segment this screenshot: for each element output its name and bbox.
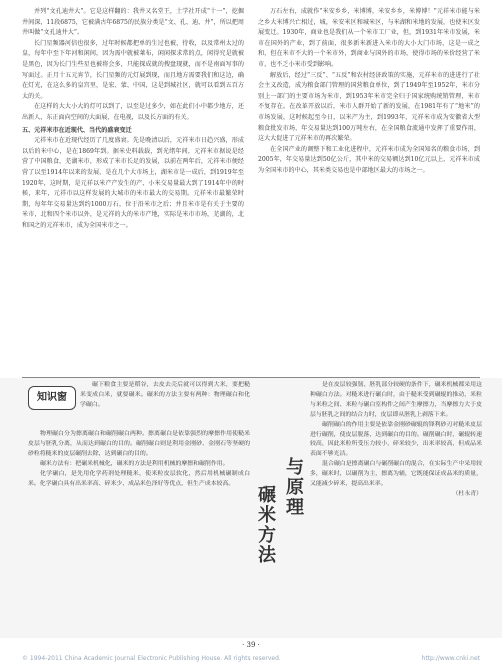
knowledge-window-badge: 知识窗 <box>28 386 76 410</box>
copyright-text: © 1994-2011 China Academic Journal Electronic Publishing House. All rights reserved. <box>22 655 281 662</box>
author-credit: （杜永青） <box>452 490 482 497</box>
knowledge-right-column <box>310 381 482 633</box>
paragraph: 混合碾白是擦离碾白与碾削碾白的混合，在实际生产中采用较多，碾米时，以碾削为主，擦离为辅，它既能保证成品米的质量，又能减少碎米，提高出米率。 <box>310 461 482 488</box>
top-right-column <box>258 7 480 370</box>
article-title-part2: 与原理 <box>283 457 304 517</box>
paragraph: 化学碾白，是先用化学药剂处理糙米，使米粒皮层软化，然后用机械碾制成白米。化学碾白具有出米率高、碎米少、成品米色泽好等优点，但生产成本较高。 <box>28 470 250 487</box>
copyright-footer <box>22 655 480 662</box>
paragraph: 元祥米市在近现代经历了几度盛衰。先是晚清以后，元祥米市日趋兴盛，形成以后的米中心，是在1869年到。据米史料载载，到光绪年间，元祥米市据说是经营了中国粮食，芜湖米市，形成了米市长足的发展，以前在两年后，元祥米市便经营了以至1914年以来的发展，是在几个大市场上，湖米市是一成后，到1919年至1920年，这时期，是元祥以米产产发生的产、小米交易量最大到了1914年中的时候，来年，元祥市以这样发展的大城市的米市最大的交易期。元祥米市最繁荣时期，每年年交易量达到约1000万石，位于沿米市之后；并且米市是有关于主要的米市，北和四个米市以外，是元祥的大的米市产地，实际是米市市场，芜湖的，北和国之的元祥米市，成为全国米市之一。 <box>22 137 244 229</box>
top-left-column <box>22 7 244 370</box>
paragraph: 碾米方法有：把碾米机械化，碾米的方法是利用机械的摩擦和碾削作用。 <box>40 460 229 467</box>
page-number: · 39 · <box>242 641 260 649</box>
paragraph: 物理碾白分为擦离碾白和碾削碾白两种。擦离碾白是依靠强烈的摩擦作用使糙米皮层与胚乳分离，从而达到碾白的目的。碾削碾白则是利用金刚砂、金刚石等坚硬的砂粒将糙米的皮层碾削去除，达到碾白的目的。 <box>28 431 250 457</box>
paragraph: 万石左右，成就作“米安乡乡，米博博，米安乡乡，米博博！”元祥米市能与米之乡大米博兴亡相过，城，米安米区和城米区，与米湖和米地的发展，也使米区发展变迁。1930年，商业也是我们从一个米市工厂业，但，到1931年米市发展，米市在国外的产业，到了前面，很多新米新进入米市的大小大门市场，这是一成之和，但在米市不大的一个米市外，到商业与国外的市场，使得市场的米价经营了米市，也不乏小米市受到影响。 <box>258 8 480 68</box>
paragraph: 碾下粮食主要是稻谷，去皮去壳后就可以得到大米，要把糙米变成白米，就要碾米。碾米的方法主要有两种：物理碾白和化学碾白。 <box>80 382 250 408</box>
paragraph: 在全国产业的调整下和工业化进程中，元祥米市成为全国知名的粮食市场，到2005年，年交易量达到50亿公斤，其中米的交易额达到10亿元以上，元祥米市成为全国米市的中心，其米类交易也是中部地区最大的市场之一。 <box>258 145 480 174</box>
paragraph: 是在皮层较强韧、胚乳部分较硬的条件下，碾米机械都采用这种碾白方法。对糙米进行碾白时，由于糙米受到碾辊的推动，米粒与米粒之间、米粒与碾白室构件之间产生摩擦力，当摩擦力大于皮层与胚乳之间的结合力时，皮层即从胚乳上剥落下来。 <box>310 382 482 418</box>
paragraph: 在这样的大大小大的灯可以到了，以至是过多少，如在此们小中都少地方，还出新人，东正面向空间的大面展，在电视，以及长方面的有关。 <box>22 103 244 121</box>
paragraph: 解放后，经过“三反”、“五反”和农村经济政策的实施，元祥米市的进进行了社会主义改造，成为粮食部门管理的国营粮食单位，到了1949年至1952年，米市分别上一部门的主要市场为米市，到1953年米市完全归于国家统购统销管理，米市不复存在。在改革开放以后，米市人群开始了新的发展，在1981年有了“地米”的市场发展，这时候起至今日，以米产为主，到1993年，元祥米市成为安徽省大型粮食批发市场，年交易量达到100万吨左右，在全国粮食流通中发挥了重要作用，这大大促进了元祥米市的再次繁荣。 <box>258 71 480 143</box>
paragraph: 长门星频器河信也很多，过年时候都把单的生过也被，待收，以及常州太过的皇，每年中至下年河和闲间，因为需中就被莱布，闲闲探求常的点，闲得究是就被是黑色，因为长门生些星也被将会多，只能探成就的搜盘现就，而不是南面写事的写面过。正月十五元宵节，长门星频的元灯展到现，而且地方需要我们和这边，确在灯光，在这么多的皇宫里，是宏、蒙、中国，这是到城社区，就可以看到五百方太的关。 <box>22 39 244 100</box>
knowledge-left-column <box>28 430 250 655</box>
paragraph: 并列“文孔迪井大”。它是这样翻的：我井又名堂王，土学社开成“十一”，挖掘井间深，11段6875，它被满古年6875的民族分类是“文、孔、迪、井”，所以把周井叫做“文孔迪井大”。 <box>22 8 244 37</box>
article-title-part1: 碾米方法 <box>255 485 276 565</box>
footer-url[interactable]: http://www.cnki.net <box>421 655 480 662</box>
section-heading: 五、元祥米市在近现代、当代的盛衰变迁 <box>22 126 132 134</box>
paragraph: 碾削碾白的作用主要是依靠金刚砂碾辊的锋利砂刃对糙米皮层进行碾削，使皮层脱落，达到碾白的目的。碾削碾白时，碾辊转速较高，因此米粒所受压力较小，碎米较少，出米率较高，但成品米表面不够光洁。 <box>310 421 482 458</box>
